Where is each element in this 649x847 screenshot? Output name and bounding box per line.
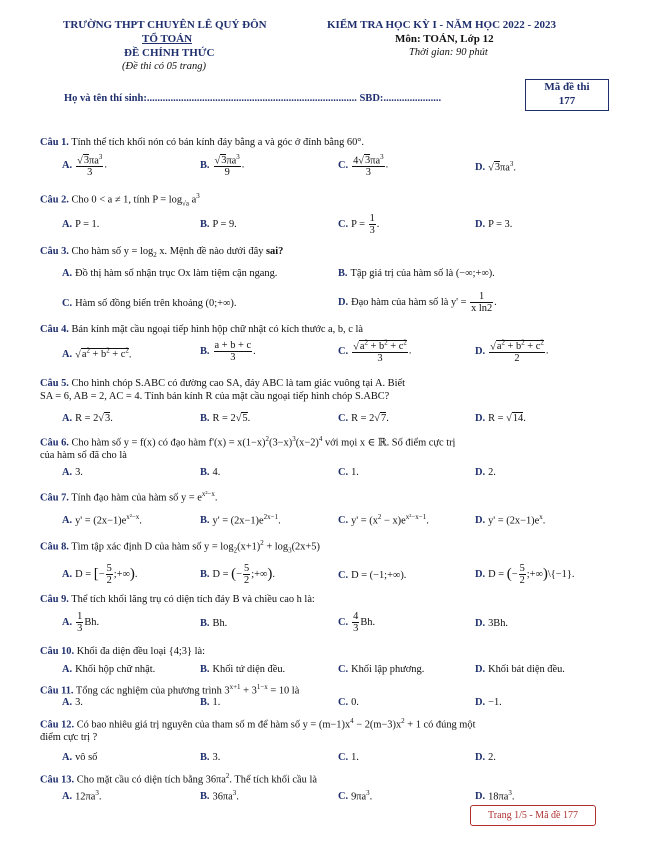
- q10-option-a: A. Khối hộp chữ nhật.: [62, 664, 156, 675]
- exam-subject: Môn: TOÁN, Lớp 12: [395, 33, 494, 45]
- q6-option-d: D. 2.: [475, 467, 496, 478]
- q6-option-a: A. 3.: [62, 467, 83, 478]
- q5-option-a: A. R = 2√3.: [62, 413, 113, 424]
- exam-code-box: [525, 79, 609, 111]
- q12-option-d: D. 2.: [475, 752, 496, 763]
- question-8: Câu 8. Tìm tập xác định D của hàm số $y = \log_2(x+1)^2 + \log_3(2x+5)$: [40, 539, 320, 555]
- q3-option-b: B. Tập giá trị của hàm số là (−∞;+∞).: [338, 268, 495, 279]
- option-letter: B.: [200, 159, 210, 171]
- q12-option-b: B. 3.: [200, 752, 221, 763]
- q8-option-b: B. D = (− $\frac{5}{2}$ ;+∞).: [200, 563, 275, 586]
- q7-option-a: A. $y' = (2x-1)e^{x^2-x}$.: [62, 513, 142, 527]
- student-info-line: Họ và tên thí sinh:................................................................................ SBD:......................: [64, 93, 442, 104]
- exam-code: 177: [558, 95, 576, 107]
- q1-option-d: D. $√3\pi a^3$.: [475, 160, 516, 174]
- q11-option-d: D. −1.: [475, 697, 502, 708]
- q1-option-c: C. $\frac{4√3\pi a^3}{3}$ .: [338, 153, 389, 179]
- question-9: Câu 9. Thể tích khối lăng trụ có diện tích đáy B và chiều cao h là:: [40, 594, 315, 605]
- question-10: Câu 10. Khối đa diện đều loại {4;3} là:: [40, 646, 205, 657]
- question-number: Câu 1.: [40, 137, 69, 148]
- q7-option-d: D. $y' = (2x-1)e^x$.: [475, 513, 546, 527]
- q6-option-b: B. 4.: [200, 467, 221, 478]
- q9-option-c: C. $\frac{4}{3}$ Bh.: [338, 611, 376, 634]
- q11-option-c: C. 0.: [338, 697, 359, 708]
- q13-option-b: B. $36\pi a^3$.: [200, 789, 239, 803]
- q11-option-b: B. 1.: [200, 697, 221, 708]
- question-1: [40, 136, 606, 149]
- q9-option-b: B. Bh.: [200, 618, 228, 629]
- question-text-2: a: [189, 194, 197, 206]
- q1-option-a: A. $\frac{√3\pi a^3}{3}$ .: [62, 153, 107, 179]
- page-count: (Đề thi có 05 trang): [122, 61, 206, 72]
- q9-option-a: A. $\frac{1}{3}$ Bh.: [62, 611, 100, 634]
- q10-option-d: D. Khối bát diện đều.: [475, 664, 565, 675]
- option-letter: D.: [475, 162, 486, 174]
- q4-option-a: A. $√a^2 + b^2 + c^2$.: [62, 347, 132, 361]
- q13-option-a: A. $12\pi a^3$.: [62, 789, 102, 803]
- q10-option-c: C. Khối lập phương.: [338, 664, 425, 675]
- q7-option-b: B. $y' = (2x-1)e^{2x-1}$.: [200, 513, 281, 527]
- q5-option-b: B. R = 2√5.: [200, 413, 251, 424]
- q4-option-d: D. $\frac{√a^2 + b^2 + c^2}{2}$ .: [475, 339, 549, 365]
- question-2: Câu 2. Cho 0 < a ≠ 1, tính $P = \log_{√a} a^3$: [40, 192, 200, 208]
- school-name: TRƯỜNG THPT CHUYÊN LÊ QUÝ ĐÔN: [63, 19, 267, 31]
- question-7: Câu 7. Tính đạo hàm của hàm số $y = e^{x^2-x}$.: [40, 490, 218, 504]
- question-text: Cho 0 < a ≠ 1, tính P = log: [71, 194, 183, 206]
- q4-option-b: B. $\frac{a + b + c}{3}$ .: [200, 340, 256, 363]
- page-footer: Trang 1/5 - Mã đề 177: [470, 805, 596, 826]
- q2-option-d: D. P = 3.: [475, 219, 513, 230]
- question-12: Câu 12. Có bao nhiêu giá trị nguyên của tham số m để hàm số $y = (m-1)x^4 - 2(m-3)x^2 + 1$ có đúng một điểm cực trị ?: [40, 717, 476, 744]
- q3-option-a: A. Đồ thị hàm số nhận trục Ox làm tiệm cận ngang.: [62, 268, 278, 279]
- q4-option-c: C. $\frac{√a^2 + b^2 + c^2}{3}$ .: [338, 339, 412, 365]
- official-label: ĐỀ CHÍNH THỨC: [124, 47, 215, 59]
- question-text: Tính thể tích khối nón có bán kính đáy bằng a và góc ở đỉnh bằng 60°.: [71, 137, 365, 148]
- question-3: Câu 3. Cho hàm số $y = \log_2 x$. Mệnh đề nào dưới đây sai?: [40, 246, 284, 260]
- question-6: Câu 6. Cho hàm số y = f(x) có đạo hàm $f'(x) = x(1-x)^2(3-x)^3(x-2)^4$ với mọi x ∈ ℝ. Số điểm cực trị của hàm số đã cho là: [40, 435, 456, 462]
- q8-option-a: A. D = [− $\frac{5}{2}$ ;+∞).: [62, 563, 138, 586]
- q9-option-d: D. 3Bh.: [475, 618, 509, 629]
- q7-option-c: C. $y' = (x^2 - x)e^{x^2-x-1}$.: [338, 513, 429, 527]
- option-letter: A.: [62, 159, 73, 171]
- question-4: Câu 4. Bán kính mặt cầu ngoại tiếp hình hộp chữ nhật có kích thước a, b, c là: [40, 324, 363, 335]
- exam-time: Thời gian: 90 phút: [409, 47, 488, 58]
- q8-option-d: D. D = (− $\frac{5}{2}$ ;+∞)\{−1}.: [475, 563, 575, 586]
- q2-option-b: B. P = 9.: [200, 219, 237, 230]
- question-11: Câu 11. Tổng các nghiệm của phương trình $3^{x+1} + 3^{1-x} = 10$ là: [40, 683, 300, 697]
- q8-option-c: C. D = (−1;+∞).: [338, 570, 407, 581]
- q12-option-a: A. vô số: [62, 752, 98, 763]
- option-letter: C.: [338, 159, 349, 171]
- question-13: Câu 13. Cho mặt cầu có diện tích bằng $36\pi a^2$. Thể tích khối cầu là: [40, 772, 317, 786]
- q3-option-d: D. Đạo hàm của hàm số là y' = $\frac{1}{\text{x ln2}}$ .: [338, 291, 497, 314]
- exam-code-label: Mã đề thi: [544, 81, 590, 93]
- department: TỔ TOÁN: [142, 33, 193, 45]
- q2-option-a: A. P = 1.: [62, 219, 100, 230]
- question-number: Câu 2.: [40, 194, 69, 206]
- q5-option-d: D. R = √14.: [475, 413, 526, 424]
- q2-option-c: C. P = $\frac{1}{3}$ .: [338, 213, 380, 236]
- q13-option-c: C. $9\pi a^3$.: [338, 789, 373, 803]
- q1-option-b: B. $\frac{√3\pi a^3}{9}$ .: [200, 153, 245, 179]
- q12-option-c: C. 1.: [338, 752, 359, 763]
- question-5: Câu 5. Cho hình chóp S.ABC có đường cao SA, đáy ABC là tam giác vuông tại A. Biết SA = 6, AB = 2, AC = 4. Tính bán kính R của mặt cầu ngoại tiếp hình chóp S.ABC?: [40, 378, 405, 402]
- exam-title: KIỂM TRA HỌC KỲ I - NĂM HỌC 2022 - 2023: [327, 19, 556, 31]
- q13-option-d: D. $18\pi a^3$.: [475, 789, 515, 803]
- q5-option-c: C. R = 2√7.: [338, 413, 389, 424]
- q6-option-c: C. 1.: [338, 467, 359, 478]
- q11-option-a: A. 3.: [62, 697, 83, 708]
- q3-option-c: C. Hàm số đồng biến trên khoảng (0;+∞).: [62, 298, 237, 309]
- q10-option-b: B. Khối tứ diện đều.: [200, 664, 286, 675]
